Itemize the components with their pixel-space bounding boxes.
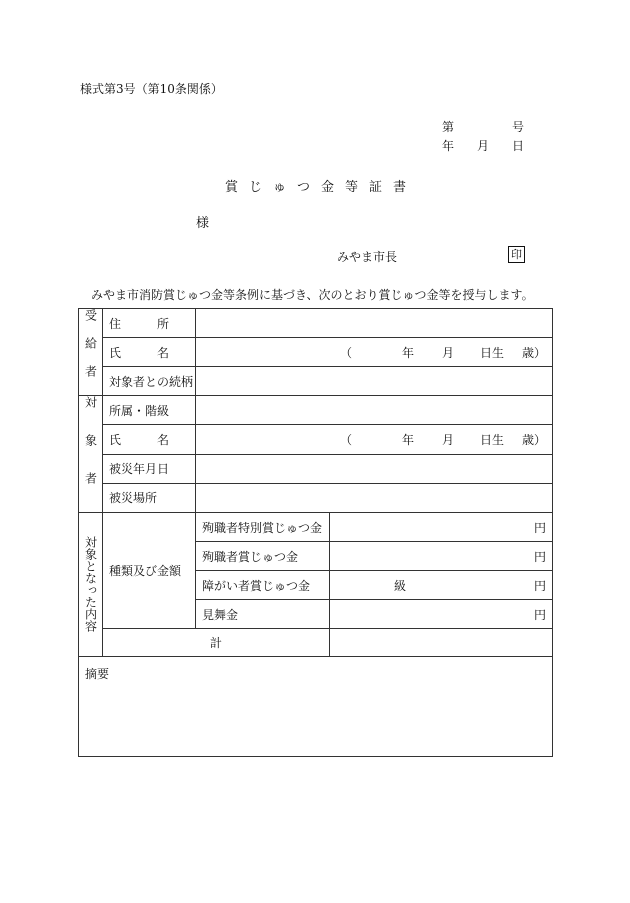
- affiliation-label: 所属・階級: [103, 396, 196, 425]
- yen-unit: 円: [533, 578, 546, 593]
- item-label: 殉職者特別賞じゅつ金: [196, 513, 330, 542]
- yen-unit: 円: [533, 520, 546, 535]
- table-row: [79, 367, 553, 396]
- amount-field[interactable]: [330, 513, 553, 542]
- address-label: 住 所: [103, 309, 196, 338]
- content-section-label: 対象となった内容: [79, 513, 103, 657]
- date-month: 月: [476, 139, 489, 153]
- table-row: [79, 454, 553, 483]
- notes-label: 摘要: [85, 667, 110, 681]
- amount-field[interactable]: [330, 542, 553, 571]
- grade-unit: 級: [394, 578, 407, 593]
- amount-field[interactable]: [330, 600, 553, 629]
- item-label: 見舞金: [196, 600, 330, 629]
- table-row: [79, 629, 553, 657]
- table-row: [79, 425, 553, 454]
- relation-field[interactable]: [196, 367, 553, 396]
- doc-no-suffix: 号: [511, 120, 524, 134]
- item-label: 障がい者賞じゅつ金: [196, 571, 330, 600]
- recipient-address-field[interactable]: [196, 309, 553, 338]
- doc-no-prefix: 第: [442, 120, 455, 134]
- recipient-honorific: 様: [196, 216, 210, 231]
- recipient-section-label: 受給者: [79, 309, 103, 396]
- birth-date-line: （ 年 月 日生 歳）: [339, 432, 546, 447]
- date-day: 日: [511, 139, 524, 153]
- form-number-label: 様式第3号（第10条関係）: [80, 82, 223, 96]
- item-label: 殉職者賞じゅつ金: [196, 542, 330, 571]
- type-amount-label: 種類及び金額: [103, 513, 196, 629]
- table-row: [79, 657, 553, 757]
- disaster-date-field[interactable]: [196, 454, 553, 483]
- yen-unit: 円: [533, 607, 546, 622]
- document-number: [442, 118, 524, 135]
- target-name-label: 氏 名: [103, 425, 196, 454]
- target-section-label: 対象者: [79, 396, 103, 513]
- birth-date-line: （ 年 月 日生 歳）: [339, 345, 546, 360]
- notes-field[interactable]: [79, 657, 553, 757]
- disaster-date-label: 被災年月日: [103, 454, 196, 483]
- recipient-name-label: 氏 名: [103, 338, 196, 367]
- document-date: [442, 137, 524, 154]
- total-label: 計: [103, 629, 330, 657]
- issuer-name: みやま市長: [337, 250, 398, 264]
- total-field[interactable]: [330, 629, 553, 657]
- disaster-place-label: 被災場所: [103, 483, 196, 512]
- recipient-name-field[interactable]: [196, 338, 553, 367]
- table-row: [79, 396, 553, 425]
- date-year: 年: [442, 139, 455, 153]
- table-row: [79, 338, 553, 367]
- table-row: [79, 513, 553, 542]
- table-row: [79, 309, 553, 338]
- certificate-table: [78, 308, 553, 757]
- affiliation-field[interactable]: [196, 396, 553, 425]
- seal-mark: 印: [508, 246, 525, 263]
- body-text: みやま市消防賞じゅつ金等条例に基づき、次のとおり賞じゅつ金等を授与します。: [91, 288, 534, 302]
- target-name-field[interactable]: [196, 425, 553, 454]
- relation-label: 対象者との続柄: [103, 367, 196, 396]
- disaster-place-field[interactable]: [196, 483, 553, 512]
- yen-unit: 円: [533, 549, 546, 564]
- document-title: 賞じゅつ金等証書: [225, 180, 418, 195]
- amount-field[interactable]: [330, 571, 553, 600]
- table-row: [79, 483, 553, 512]
